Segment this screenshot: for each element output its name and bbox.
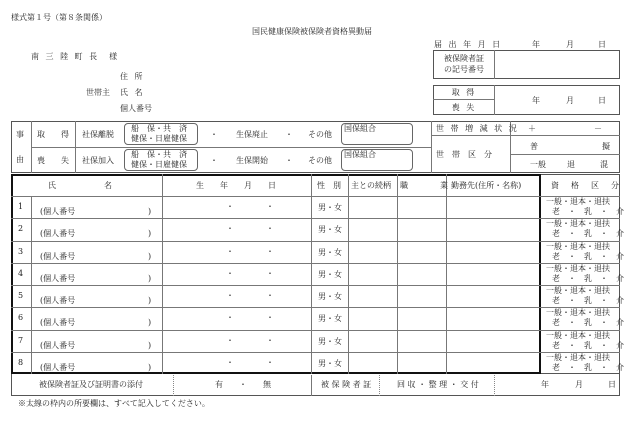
- reason-other-nhi-union[interactable]: 国保組合: [344, 124, 376, 133]
- reason-other-nhi-union-2[interactable]: 国保組合: [344, 150, 376, 159]
- workplace-field[interactable]: [448, 287, 540, 305]
- sex-choice[interactable]: 男・女: [318, 337, 342, 346]
- qualification-choice-1[interactable]: 一般・退本・退扶: [546, 264, 610, 273]
- workplace-field[interactable]: [448, 198, 540, 216]
- reason-option-2b[interactable]: 健保・日雇健保: [131, 160, 187, 169]
- household-class-mixed[interactable]: 混: [600, 160, 608, 169]
- header-occupation: 職 業: [400, 181, 448, 190]
- workplace-field[interactable]: [448, 220, 540, 238]
- mynumber-close: ): [148, 318, 152, 327]
- sex-choice[interactable]: 男・女: [318, 225, 342, 234]
- occupation-field[interactable]: [399, 332, 445, 350]
- qualification-choice-1[interactable]: 一般・退本・退扶: [546, 331, 610, 340]
- mynumber-prefix: (個人番号: [40, 207, 76, 216]
- qualification-choice-1[interactable]: 一般・退本・退扶: [546, 286, 610, 295]
- reason-type-loss: 喪 失: [37, 156, 69, 165]
- relation-field[interactable]: [350, 220, 396, 238]
- mynumber-prefix: (個人番号: [40, 363, 76, 372]
- acquire-loss-month: 月: [566, 96, 574, 105]
- mynumber-close: ): [148, 274, 152, 283]
- attachment-choice[interactable]: 有 ・ 無: [215, 380, 271, 389]
- attachment-label: 被保険者証及び証明書の添付: [39, 380, 143, 389]
- acquire-loss-year: 年: [532, 96, 540, 105]
- relation-field[interactable]: [350, 198, 396, 216]
- reason-label-top: 事: [16, 130, 24, 139]
- mynumber-close: ): [148, 229, 152, 238]
- reason-type-acquire: 取 得: [37, 130, 69, 139]
- row-number: 3: [18, 247, 24, 256]
- relation-field[interactable]: [350, 332, 396, 350]
- row-number: 2: [18, 224, 24, 233]
- sex-choice[interactable]: 男・女: [318, 248, 342, 257]
- mynumber-close: ): [148, 207, 152, 216]
- birthdate-field[interactable]: ・ ・: [226, 336, 274, 345]
- qualification-choice-2[interactable]: 老 ・ 乳 ・ 介: [552, 296, 624, 305]
- occupation-field[interactable]: [399, 243, 445, 261]
- header-name: 氏 名: [48, 181, 112, 190]
- occupation-field[interactable]: [399, 198, 445, 216]
- workplace-field[interactable]: [448, 309, 540, 327]
- occupation-field[interactable]: [399, 287, 445, 305]
- mynumber-close: ): [148, 363, 152, 372]
- qualification-choice-1[interactable]: 一般・退本・退扶: [546, 242, 610, 251]
- insurance-card-label-1: 被保険者証: [444, 54, 484, 63]
- occupation-field[interactable]: [399, 309, 445, 327]
- reason-welfare-end[interactable]: 生保廃止: [236, 130, 268, 139]
- sex-choice[interactable]: 男・女: [318, 314, 342, 323]
- reason-other-2[interactable]: その他: [308, 156, 332, 165]
- header-qualification: 資 格 区 分: [551, 181, 621, 190]
- separator-dot: ・: [285, 156, 293, 165]
- household-class-normal[interactable]: 普: [530, 142, 538, 151]
- row-number: 5: [18, 291, 24, 300]
- mynumber-close: ): [148, 252, 152, 261]
- mynumber-prefix: (個人番号: [40, 274, 76, 283]
- acquire-label: 取 得: [451, 88, 477, 97]
- separator-dot: ・: [210, 130, 218, 139]
- insurance-card-number-field[interactable]: [496, 52, 618, 77]
- separator-dot: ・: [285, 130, 293, 139]
- occupation-field[interactable]: [399, 220, 445, 238]
- footer-year: 年: [541, 380, 549, 389]
- header-relation: 主との続柄: [351, 181, 391, 190]
- relation-field[interactable]: [350, 309, 396, 327]
- household-class-general[interactable]: 一般: [530, 160, 546, 169]
- row-number: 8: [18, 358, 24, 367]
- reason-option-2a[interactable]: 船 保・共 済: [131, 150, 187, 159]
- qualification-choice-1[interactable]: 一般・退本・退扶: [546, 353, 610, 362]
- workplace-field[interactable]: [448, 354, 540, 372]
- mynumber-prefix: (個人番号: [40, 229, 76, 238]
- workplace-field[interactable]: [448, 265, 540, 283]
- householder-label: 世帯主: [86, 88, 110, 97]
- reason-kind-join-social: 社保加入: [82, 156, 114, 165]
- header-workplace: 勤務先(住所・名称): [451, 181, 522, 190]
- household-change-plus[interactable]: ＋: [528, 124, 536, 133]
- mynumber-close: ): [148, 341, 152, 350]
- household-change-label: 世 帯 増 減 状 況: [436, 124, 519, 133]
- sex-choice[interactable]: 男・女: [318, 270, 342, 279]
- sex-choice[interactable]: 男・女: [318, 203, 342, 212]
- addressee: 南 三 陸 町 長 様: [31, 52, 120, 61]
- row-number: 4: [18, 269, 24, 278]
- qualification-choice-2[interactable]: 老 ・ 乳 ・ 介: [552, 207, 624, 216]
- footnote: ※太線の枠内の所要欄は、すべて記入してください。: [18, 399, 210, 408]
- sex-choice[interactable]: 男・女: [318, 292, 342, 301]
- qualification-choice-2[interactable]: 老 ・ 乳 ・ 介: [552, 252, 624, 261]
- mynumber-label: 個人番号: [120, 104, 152, 113]
- insurance-card-label-2: の記号番号: [444, 65, 484, 74]
- mynumber-prefix: (個人番号: [40, 341, 76, 350]
- reason-welfare-start[interactable]: 生保開始: [236, 156, 268, 165]
- row-number: 1: [18, 202, 24, 211]
- occupation-field[interactable]: [399, 265, 445, 283]
- footer-day: 日: [608, 380, 616, 389]
- workplace-field[interactable]: [448, 243, 540, 261]
- birthdate-field[interactable]: ・ ・: [226, 358, 274, 367]
- reason-kind-leave-social: 社保離脱: [82, 130, 114, 139]
- birthdate-field[interactable]: ・ ・: [226, 291, 274, 300]
- occupation-field[interactable]: [399, 354, 445, 372]
- form-id: 様式第１号（第８条関係）: [11, 13, 107, 22]
- qualification-choice-2[interactable]: 老 ・ 乳 ・ 介: [552, 274, 624, 283]
- mynumber-prefix: (個人番号: [40, 318, 76, 327]
- mynumber-prefix: (個人番号: [40, 296, 76, 305]
- relation-field[interactable]: [350, 265, 396, 283]
- relation-field[interactable]: [350, 354, 396, 372]
- loss-label: 喪 失: [451, 103, 477, 112]
- household-class-retired[interactable]: 退: [567, 160, 575, 169]
- name-label: 氏 名: [120, 88, 145, 97]
- qualification-choice-2[interactable]: 老 ・ 乳 ・ 介: [552, 363, 624, 372]
- birthdate-field[interactable]: ・ ・: [226, 224, 274, 233]
- acquire-loss-day: 日: [598, 96, 606, 105]
- mynumber-prefix: (個人番号: [40, 252, 76, 261]
- form-title: 国民健康保険被保険者資格異動届: [252, 27, 372, 36]
- submission-year: 年: [532, 40, 540, 49]
- header-birthdate: 生 年 月 日: [196, 181, 276, 190]
- relation-field[interactable]: [350, 287, 396, 305]
- qualification-choice-1[interactable]: 一般・退本・退扶: [546, 219, 610, 228]
- reason-option-1b[interactable]: 健保・日雇健保: [131, 134, 187, 143]
- reason-other[interactable]: その他: [308, 130, 332, 139]
- qualification-choice-2[interactable]: 老 ・ 乳 ・ 介: [552, 229, 624, 238]
- row-number: 6: [18, 313, 24, 322]
- footer-month: 月: [575, 380, 583, 389]
- reason-option-1a[interactable]: 船 保・共 済: [131, 124, 187, 133]
- address-label: 住 所: [120, 72, 145, 81]
- sex-choice[interactable]: 男・女: [318, 359, 342, 368]
- qualification-choice-2[interactable]: 老 ・ 乳 ・ 介: [552, 341, 624, 350]
- card-action-choice[interactable]: 回 収 ・ 整 理 ・ 交 付: [397, 380, 479, 389]
- card-label: 被 保 険 者 証: [321, 380, 372, 389]
- mynumber-close: ): [148, 296, 152, 305]
- relation-field[interactable]: [350, 243, 396, 261]
- qualification-choice-1[interactable]: 一般・退本・退扶: [546, 308, 610, 317]
- qualification-choice-1[interactable]: 一般・退本・退扶: [546, 197, 610, 206]
- row-number: 7: [18, 336, 24, 345]
- household-change-minus[interactable]: －: [594, 124, 602, 133]
- submission-month: 月: [566, 40, 574, 49]
- submission-date-label: 届 出 年 月 日: [434, 40, 503, 49]
- qualification-choice-2[interactable]: 老 ・ 乳 ・ 介: [552, 318, 624, 327]
- household-class-pseudo[interactable]: 擬: [602, 142, 610, 151]
- birthdate-field[interactable]: ・ ・: [226, 247, 274, 256]
- reason-label-bottom: 由: [16, 155, 24, 164]
- birthdate-field[interactable]: ・ ・: [226, 313, 274, 322]
- workplace-field[interactable]: [448, 332, 540, 350]
- submission-day: 日: [598, 40, 606, 49]
- separator-dot: ・: [210, 156, 218, 165]
- birthdate-field[interactable]: ・ ・: [226, 202, 274, 211]
- birthdate-field[interactable]: ・ ・: [226, 269, 274, 278]
- header-sex: 性 別: [317, 181, 341, 190]
- household-class-label: 世 帯 区 分: [436, 150, 492, 159]
